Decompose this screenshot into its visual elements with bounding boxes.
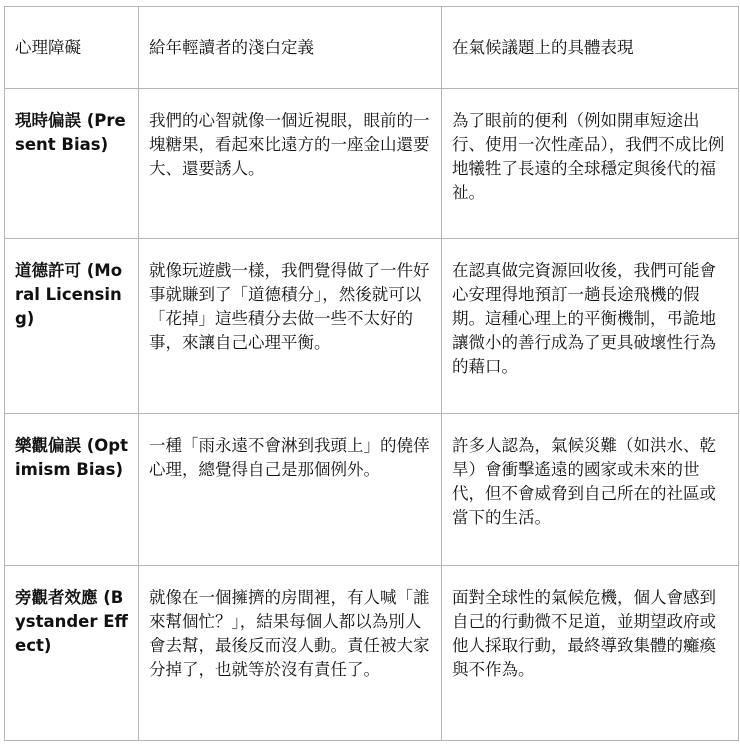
header-barrier: 心理障礙: [5, 7, 139, 89]
term-cell: 道德許可 (Moral Licensing): [5, 239, 139, 414]
definition-cell: 就像在一個擁擠的房間裡，有人喊「誰來幫個忙？」，結果每個人都以為別人會去幫，最後反而沒人動。責任被大家分掉了，也就等於沒有責任了。: [139, 566, 442, 741]
table-header-row: [5, 7, 739, 89]
climate-cell: 為了眼前的便利（例如開車短途出行、使用一次性產品），我們不成比例地犧牲了長遠的全球穩定與後代的福祉。: [442, 89, 739, 239]
term-cell: 旁觀者效應 (Bystander Effect): [5, 566, 139, 741]
table-row: [5, 89, 739, 239]
psychological-barriers-table: [4, 6, 739, 741]
climate-cell: 面對全球性的氣候危機，個人會感到自己的行動微不足道，並期望政府或他人採取行動，最終導致集體的癱瘓與不作為。: [442, 566, 739, 741]
table-row: [5, 566, 739, 741]
definition-cell: 我們的心智就像一個近視眼，眼前的一塊糖果，看起來比遠方的一座金山還要大、還要誘人。: [139, 89, 442, 239]
term-cell: 現時偏誤 (Present Bias): [5, 89, 139, 239]
term-cell: 樂觀偏誤 (Optimism Bias): [5, 414, 139, 566]
definition-cell: 一種「雨永遠不會淋到我頭上」的僥倖心理，總覺得自己是那個例外。: [139, 414, 442, 566]
table-row: [5, 414, 739, 566]
header-definition: 給年輕讀者的淺白定義: [139, 7, 442, 89]
climate-cell: 許多人認為，氣候災難（如洪水、乾旱）會衝擊遙遠的國家或未來的世代，但不會威脅到自己所在的社區或當下的生活。: [442, 414, 739, 566]
definition-cell: 就像玩遊戲一樣，我們覺得做了一件好事就賺到了「道德積分」，然後就可以「花掉」這些積分去做一些不太好的事，來讓自己心理平衡。: [139, 239, 442, 414]
climate-cell: 在認真做完資源回收後，我們可能會心安理得地預訂一趟長途飛機的假期。這種心理上的平衡機制，弔詭地讓微小的善行成為了更具破壞性行為的藉口。: [442, 239, 739, 414]
table-row: [5, 239, 739, 414]
header-climate: 在氣候議題上的具體表現: [442, 7, 739, 89]
